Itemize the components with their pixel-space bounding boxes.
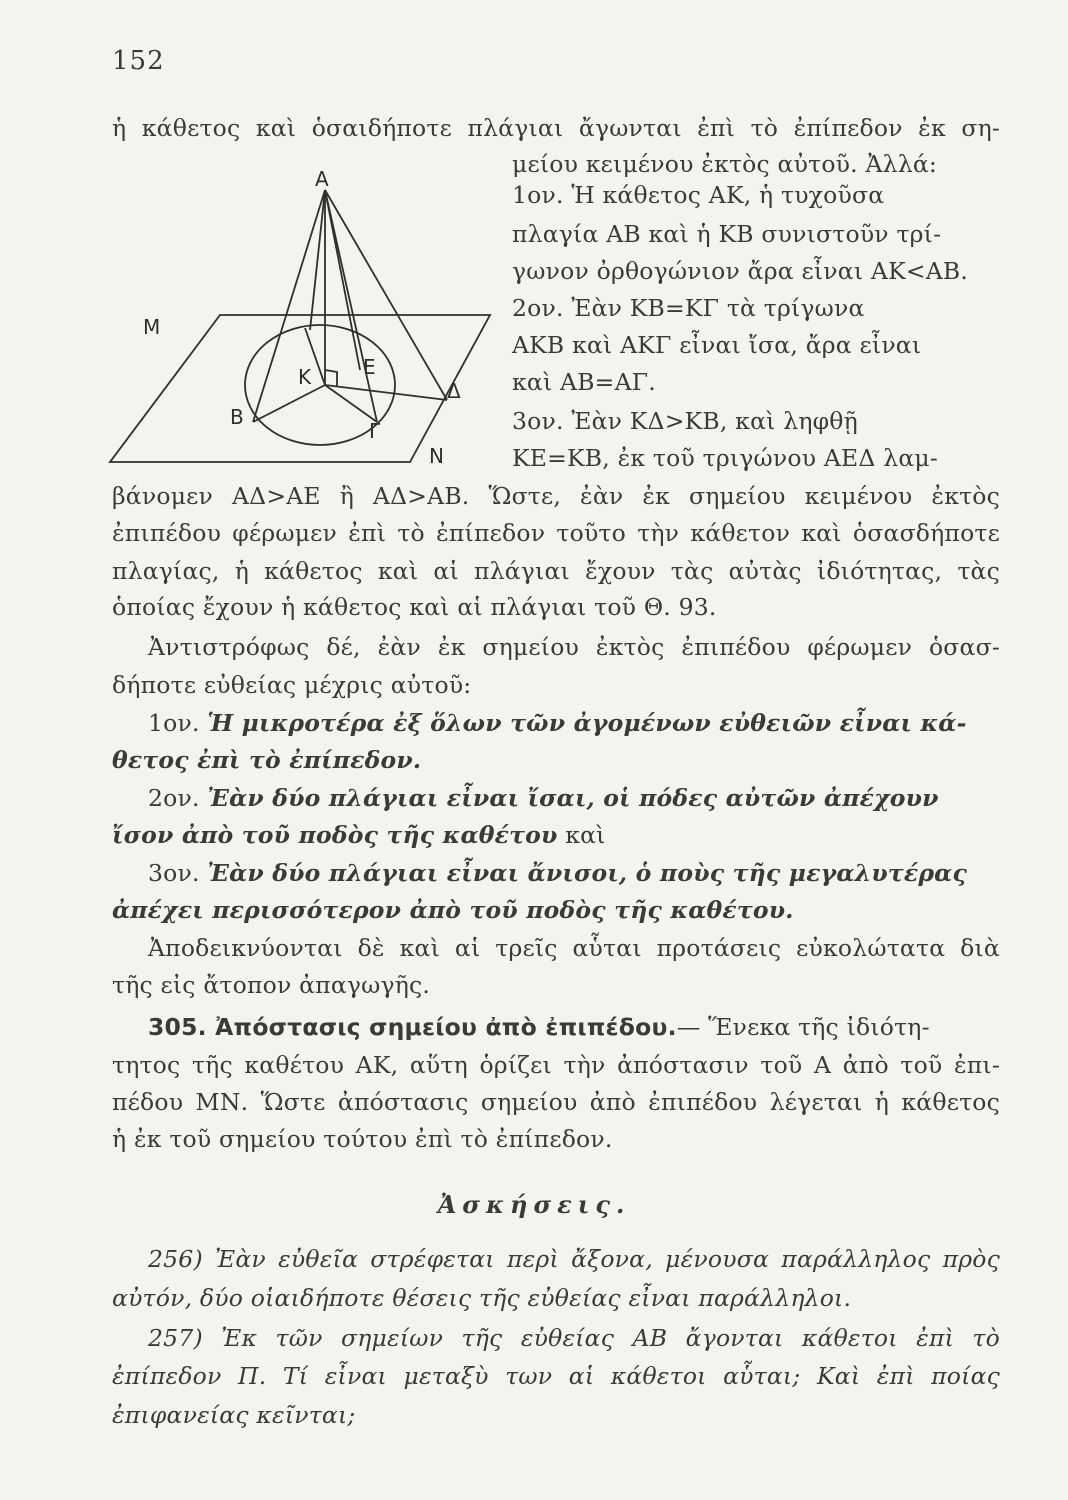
label-n: Ν bbox=[429, 444, 444, 468]
case2-line-2: ΑΚΒ καὶ ΑΚΓ εἶναι ἴσα, ἄρα εἶναι bbox=[512, 331, 922, 359]
prop1-line-1 bbox=[112, 708, 1000, 738]
case3-line-4: ἐπιπέδου φέρωμεν ἐπὶ τὸ ἐπίπεδον τοῦτο τὴν κάθετον καὶ ὁσασδήποτε bbox=[112, 519, 1000, 547]
label-k: Κ bbox=[298, 365, 312, 389]
geometry-figure bbox=[105, 160, 505, 470]
intro-line-1: ἡ κάθετος καὶ ὁσαιδήποτε πλάγιαι ἄγωνται ἐπὶ τὸ ἐπίπεδον ἐκ ση- bbox=[112, 114, 1000, 142]
prop3-number: 3ον. bbox=[148, 859, 200, 887]
prop1-text-1: Ἡ μικροτέρα ἐξ ὅλων τῶν ἀγομένων εὐθειῶν εἶναι κά- bbox=[207, 709, 967, 737]
proof-note-line-2: τῆς εἰς ἄτοπον ἀπαγωγῆς. bbox=[112, 971, 431, 999]
prop1-number: 1ον. bbox=[148, 709, 200, 737]
prop1-line-2: θετος ἐπὶ τὸ ἐπίπεδον. bbox=[112, 746, 422, 774]
converse-line-1: Ἀντιστρόφως δέ, ἐὰν ἐκ σημείου ἐκτὸς ἐπιπέδου φέρωμεν ὁσασ- bbox=[148, 633, 1000, 661]
case2-line-1: 2ον. Ἐὰν ΚΒ=ΚΓ τὰ τρίγωνα bbox=[512, 294, 865, 322]
case3-line-1: 3ον. Ἐὰν ΚΔ>ΚΒ, καὶ ληφθῇ bbox=[512, 407, 858, 435]
exercises-heading: Ἀσκήσεις. bbox=[437, 1190, 631, 1219]
oblique-ag bbox=[325, 190, 377, 422]
prop2-tail: καὶ bbox=[565, 821, 606, 849]
section-305-text-1: — Ἕνεκα τῆς ἰδιότη- bbox=[676, 1013, 930, 1041]
prop2-number: 2ον. bbox=[148, 784, 200, 812]
exercise-257-line-1: 257) Ἐκ τῶν σημείων τῆς εὐθείας ΑΒ ἄγονται κάθετοι ἐπὶ τὸ bbox=[148, 1324, 1000, 1352]
section-305-line-1 bbox=[112, 1012, 1000, 1042]
case1-line-1: 1ον. Ἡ κάθετος ΑΚ, ἡ τυχοῦσα bbox=[512, 181, 885, 209]
case3-line-5: πλαγίας, ἡ κάθετος καὶ αἱ πλάγιαι ἔχουν τὰς αὐτὰς ἰδιότητας, τὰς bbox=[112, 557, 1000, 585]
case1-line-2: πλαγία ΑΒ καὶ ἡ ΚΒ συνιστοῦν τρί- bbox=[512, 220, 942, 248]
oblique-back bbox=[310, 190, 325, 330]
label-e: Ε bbox=[363, 355, 376, 379]
prop3-line-2: ἀπέχει περισσότερον ἀπὸ τοῦ ποδὸς τῆς καθέτου. bbox=[112, 896, 794, 924]
case3-line-6: ὁποίας ἔχουν ἡ κάθετος καὶ αἱ πλάγιαι τοῦ Θ. 93. bbox=[112, 593, 717, 621]
intro-line-2: μείου κειμένου ἐκτὸς αὐτοῦ. Ἀλλά: bbox=[512, 150, 938, 178]
section-305-title: 305. Ἀπόστασις σημείου ἀπὸ ἐπιπέδου. bbox=[148, 1013, 677, 1041]
label-m: Μ bbox=[143, 315, 161, 339]
exercise-257-line-3: ἐπιφανείας κεῖνται; bbox=[112, 1401, 356, 1429]
exercise-256-line-2: αὐτόν, δύο οἱαιδήποτε θέσεις τῆς εὐθείας εἶναι παράλληλοι. bbox=[112, 1284, 852, 1312]
oblique-ab bbox=[253, 190, 325, 422]
exercise-256-line-1: 256) Ἐὰν εὐθεῖα στρέφεται περὶ ἄξονα, μένουσα παράλληλος πρὸς bbox=[148, 1245, 1000, 1273]
prop2-text-2: ἴσον ἀπὸ τοῦ ποδὸς τῆς καθέτου bbox=[112, 821, 558, 849]
case2-line-3: καὶ ΑΒ=ΑΓ. bbox=[512, 368, 656, 396]
exercise-257-line-2: ἐπίπεδον Π. Τί εἶναι μεταξὺ των αἱ κάθετοι αὗται; Καὶ ἐπὶ ποίας bbox=[112, 1362, 1000, 1390]
segment-kb bbox=[253, 385, 325, 422]
oblique-ad bbox=[325, 190, 447, 400]
oblique-ae bbox=[325, 190, 360, 370]
prop2-text-1: Ἐὰν δύο πλάγιαι εἶναι ἴσαι, οἱ πόδες αὐτῶν ἀπέχουν bbox=[207, 784, 939, 812]
label-g: Γ bbox=[369, 419, 381, 443]
prop3-text-1: Ἐὰν δύο πλάγιαι εἶναι ἄνισοι, ὁ ποὺς τῆς μεγαλυτέρας bbox=[207, 859, 967, 887]
case1-line-3: γωνον ὀρθογώνιον ἄρα εἶναι ΑΚ<ΑΒ. bbox=[512, 257, 969, 285]
page-number: 152 bbox=[112, 46, 165, 76]
label-d: Δ bbox=[447, 379, 461, 403]
label-b: Β bbox=[230, 405, 244, 429]
proof-note-line-1: Ἀποδεικνύονται δὲ καὶ αἱ τρεῖς αὗται προτάσεις εὐκολώτατα διὰ bbox=[148, 934, 1000, 962]
section-305-line-3: πέδου ΜΝ. Ὥστε ἀπόστασις σημείου ἀπὸ ἐπιπέδου λέγεται ἡ κάθετος bbox=[112, 1088, 1000, 1116]
label-a: Α bbox=[315, 167, 329, 191]
prop3-line-1 bbox=[112, 858, 1000, 888]
section-305-line-2: τητος τῆς καθέτου ΑΚ, αὕτη ὁρίζει τὴν ἀπόστασιν τοῦ Α ἀπὸ τοῦ ἐπι- bbox=[112, 1051, 1000, 1079]
prop2-line-2 bbox=[112, 820, 1000, 850]
case3-line-3: βάνομεν ΑΔ>ΑΕ ἢ ΑΔ>ΑΒ. Ὥστε, ἐὰν ἐκ σημείου κειμένου ἐκτὸς bbox=[112, 482, 1000, 510]
case3-line-2: ΚΕ=ΚΒ, ἐκ τοῦ τριγώνου ΑΕΔ λαμ- bbox=[512, 444, 939, 472]
section-305-line-4: ἡ ἐκ τοῦ σημείου τούτου ἐπὶ τὸ ἐπίπεδον. bbox=[112, 1125, 613, 1153]
prop2-line-1 bbox=[112, 783, 1000, 813]
converse-line-2: δήποτε εὐθείας μέχρις αὐτοῦ: bbox=[112, 671, 472, 699]
